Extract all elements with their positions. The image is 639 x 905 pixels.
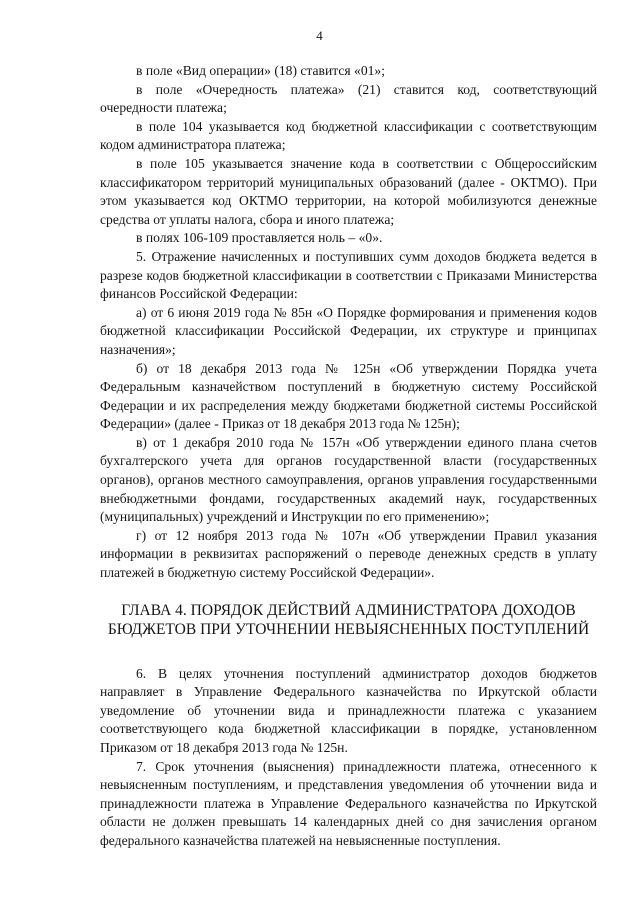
chapter-heading: ГЛАВА 4. ПОРЯДОК ДЕЙСТВИЙ АДМИНИСТРАТОРА ДОХОДОВ БЮДЖЕТОВ ПРИ УТОЧНЕНИИ НЕВЫЯСНЕННЫХ ПОСТУПЛЕНИЙ xyxy=(107,601,590,638)
paragraph: в поле «Очередность платежа» (21) ставится код, соответствующий очередности платежа; xyxy=(100,81,597,116)
paragraph: в поле «Вид операции» (18) ставится «01»; xyxy=(136,63,386,78)
paragraph: в полях 106-109 проставляется ноль – «0». xyxy=(136,230,383,246)
document-body xyxy=(100,62,597,851)
paragraph: в поле 105 указывается значение кода в соответствии с Общероссийским классификатором территорий муниципальных образований (далее - ОКТМО). При этом указывается код ОКТМО территории, на которой мобилизуются денежные средства от уплаты налога, сбора и иного платежа; xyxy=(100,155,597,227)
paragraph: г) от 12 ноября 2013 года № 107н «Об утверждении Правил указания информации в реквизитах распоряжений о переводе денежных средств в уплату платежей в бюджетную систему Российской Федерации». xyxy=(100,527,597,581)
paragraph: в) от 1 декабря 2010 года № 157н «Об утверждении единого плана счетов бухгалтерского учета для органов государственной власти (государственных органов), органов местного самоуправления, органов управления государственными внебюджетными фондами, государственных академий наук, государственных (муниципальных) учреждений и Инструкции по его применению»; xyxy=(100,434,597,525)
paragraph: в поле 104 указывается код бюджетной классификации с соответствующим кодом администратора платежа; xyxy=(100,118,597,153)
paragraph: 7. Срок уточнения (выяснения) принадлежности платежа, отнесенного к невыясненным поступлениям, и представления уведомления об уточнении вида и принадлежности платежа в Управление Федерального казначейства по Иркутской области не должен превышать 14 календарных дней со дня зачисления органом федерального казначейства платежей на невыясненные поступления. xyxy=(100,758,597,848)
paragraph: 5. Отражение начисленных и поступивших сумм доходов бюджета ведется в разрезе кодов бюджетной классификации в соответствии с Приказами Министерства финансов Российской Федерации: xyxy=(100,248,597,302)
paragraph: а) от 6 июня 2019 года № 85н «О Порядке формирования и применения кодов бюджетной классификации Российской Федерации, их структуре и принципах назначения»; xyxy=(100,304,597,357)
paragraph: 6. В целях уточнения поступлений администратор доходов бюджетов направляет в Управление Федерального казначейства по Иркутской области уведомление об уточнении вида и принадлежности платежа с указанием соответствующего кода бюджетной классификации в порядке, установленном Приказом от 18 декабря 2013 года № 125н. xyxy=(100,665,597,755)
paragraph: б) от 18 декабря 2013 года № 125н «Об утверждении Порядка учета Федеральным казначейством поступлений в бюджетную систему Российской Федерации и их распределения между бюджетами бюджетной системы Российской Федерации» (далее - Приказ от 18 декабря 2013 года № 125н); xyxy=(100,360,597,432)
page-number: 4 xyxy=(316,28,323,43)
